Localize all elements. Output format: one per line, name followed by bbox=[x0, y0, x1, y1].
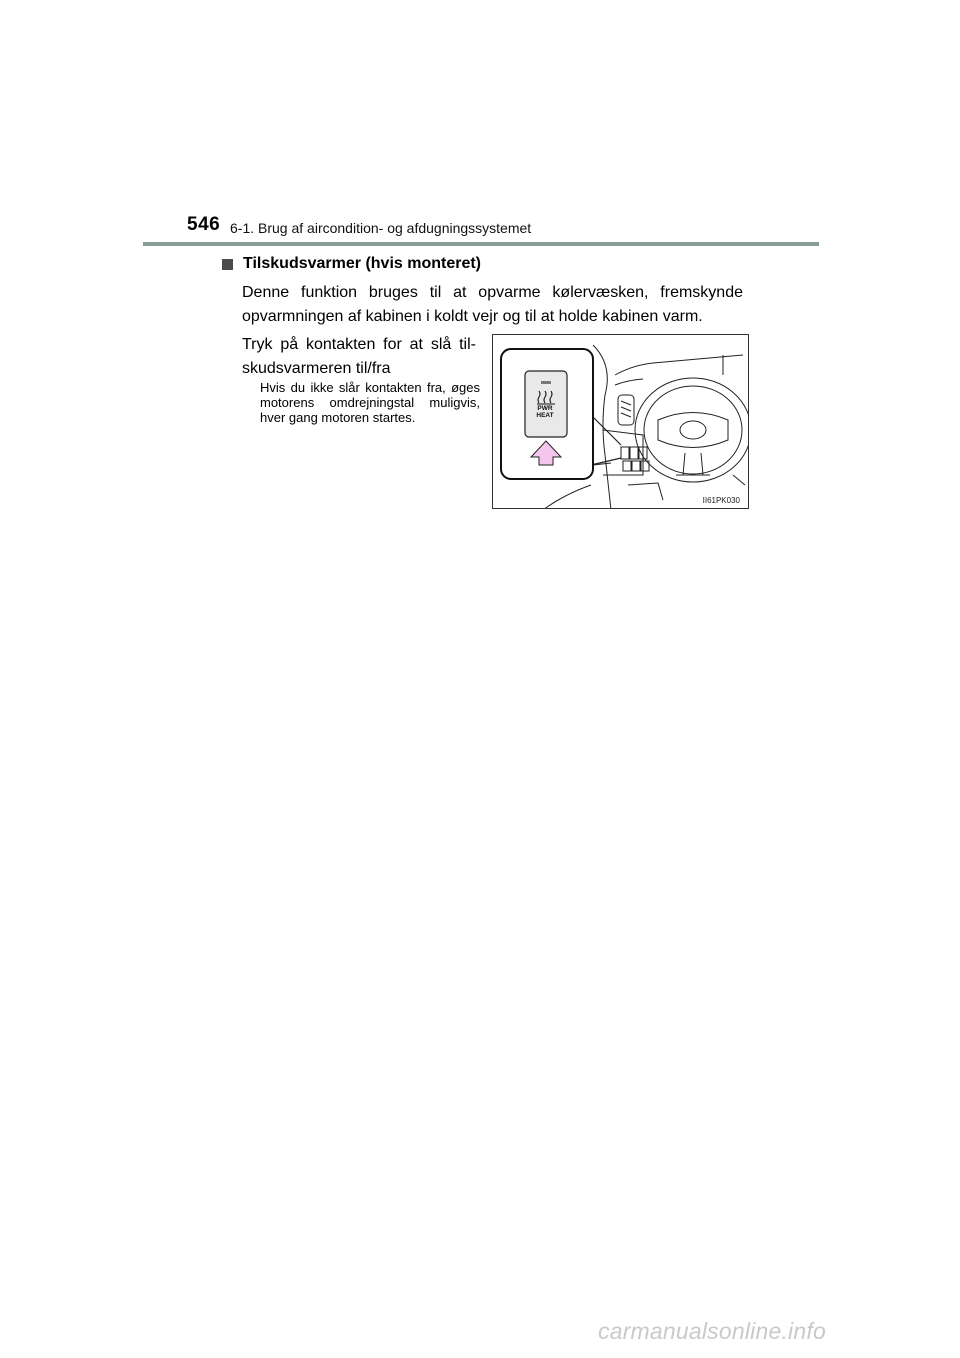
header-divider bbox=[143, 242, 819, 246]
button-label-line2: HEAT bbox=[536, 412, 554, 419]
note-paragraph: Hvis du ikke slår kontakten fra, øges motorens omdrejningstal muligvis, hver gang motoren startes. bbox=[260, 380, 480, 425]
section-title: 6-1. Brug af aircondition- og afdugningssystemet bbox=[230, 220, 532, 236]
heading-text: Tilskudsvarmer (hvis monteret) bbox=[243, 255, 482, 272]
watermark-logo: carmanualsonline.info bbox=[598, 1318, 826, 1344]
instruction-paragraph: Tryk på kontakten for at slå til-skudsvarmeren til/fra bbox=[242, 336, 476, 377]
button-label bbox=[533, 405, 557, 419]
page-number: 546 bbox=[187, 214, 221, 235]
description-paragraph: Denne funktion bruges til at opvarme kølervæsken, fremskynde opvarmningen af kabinen i koldt vejr og til at holde kabinen varm. bbox=[242, 284, 743, 325]
subsection-heading bbox=[222, 255, 481, 273]
square-bullet-icon bbox=[222, 259, 233, 270]
button-label-line1: PWR bbox=[537, 405, 553, 412]
dashboard-drawing bbox=[493, 335, 749, 509]
dashboard-illustration bbox=[492, 334, 749, 509]
figure-id: II61PK030 bbox=[702, 496, 740, 505]
